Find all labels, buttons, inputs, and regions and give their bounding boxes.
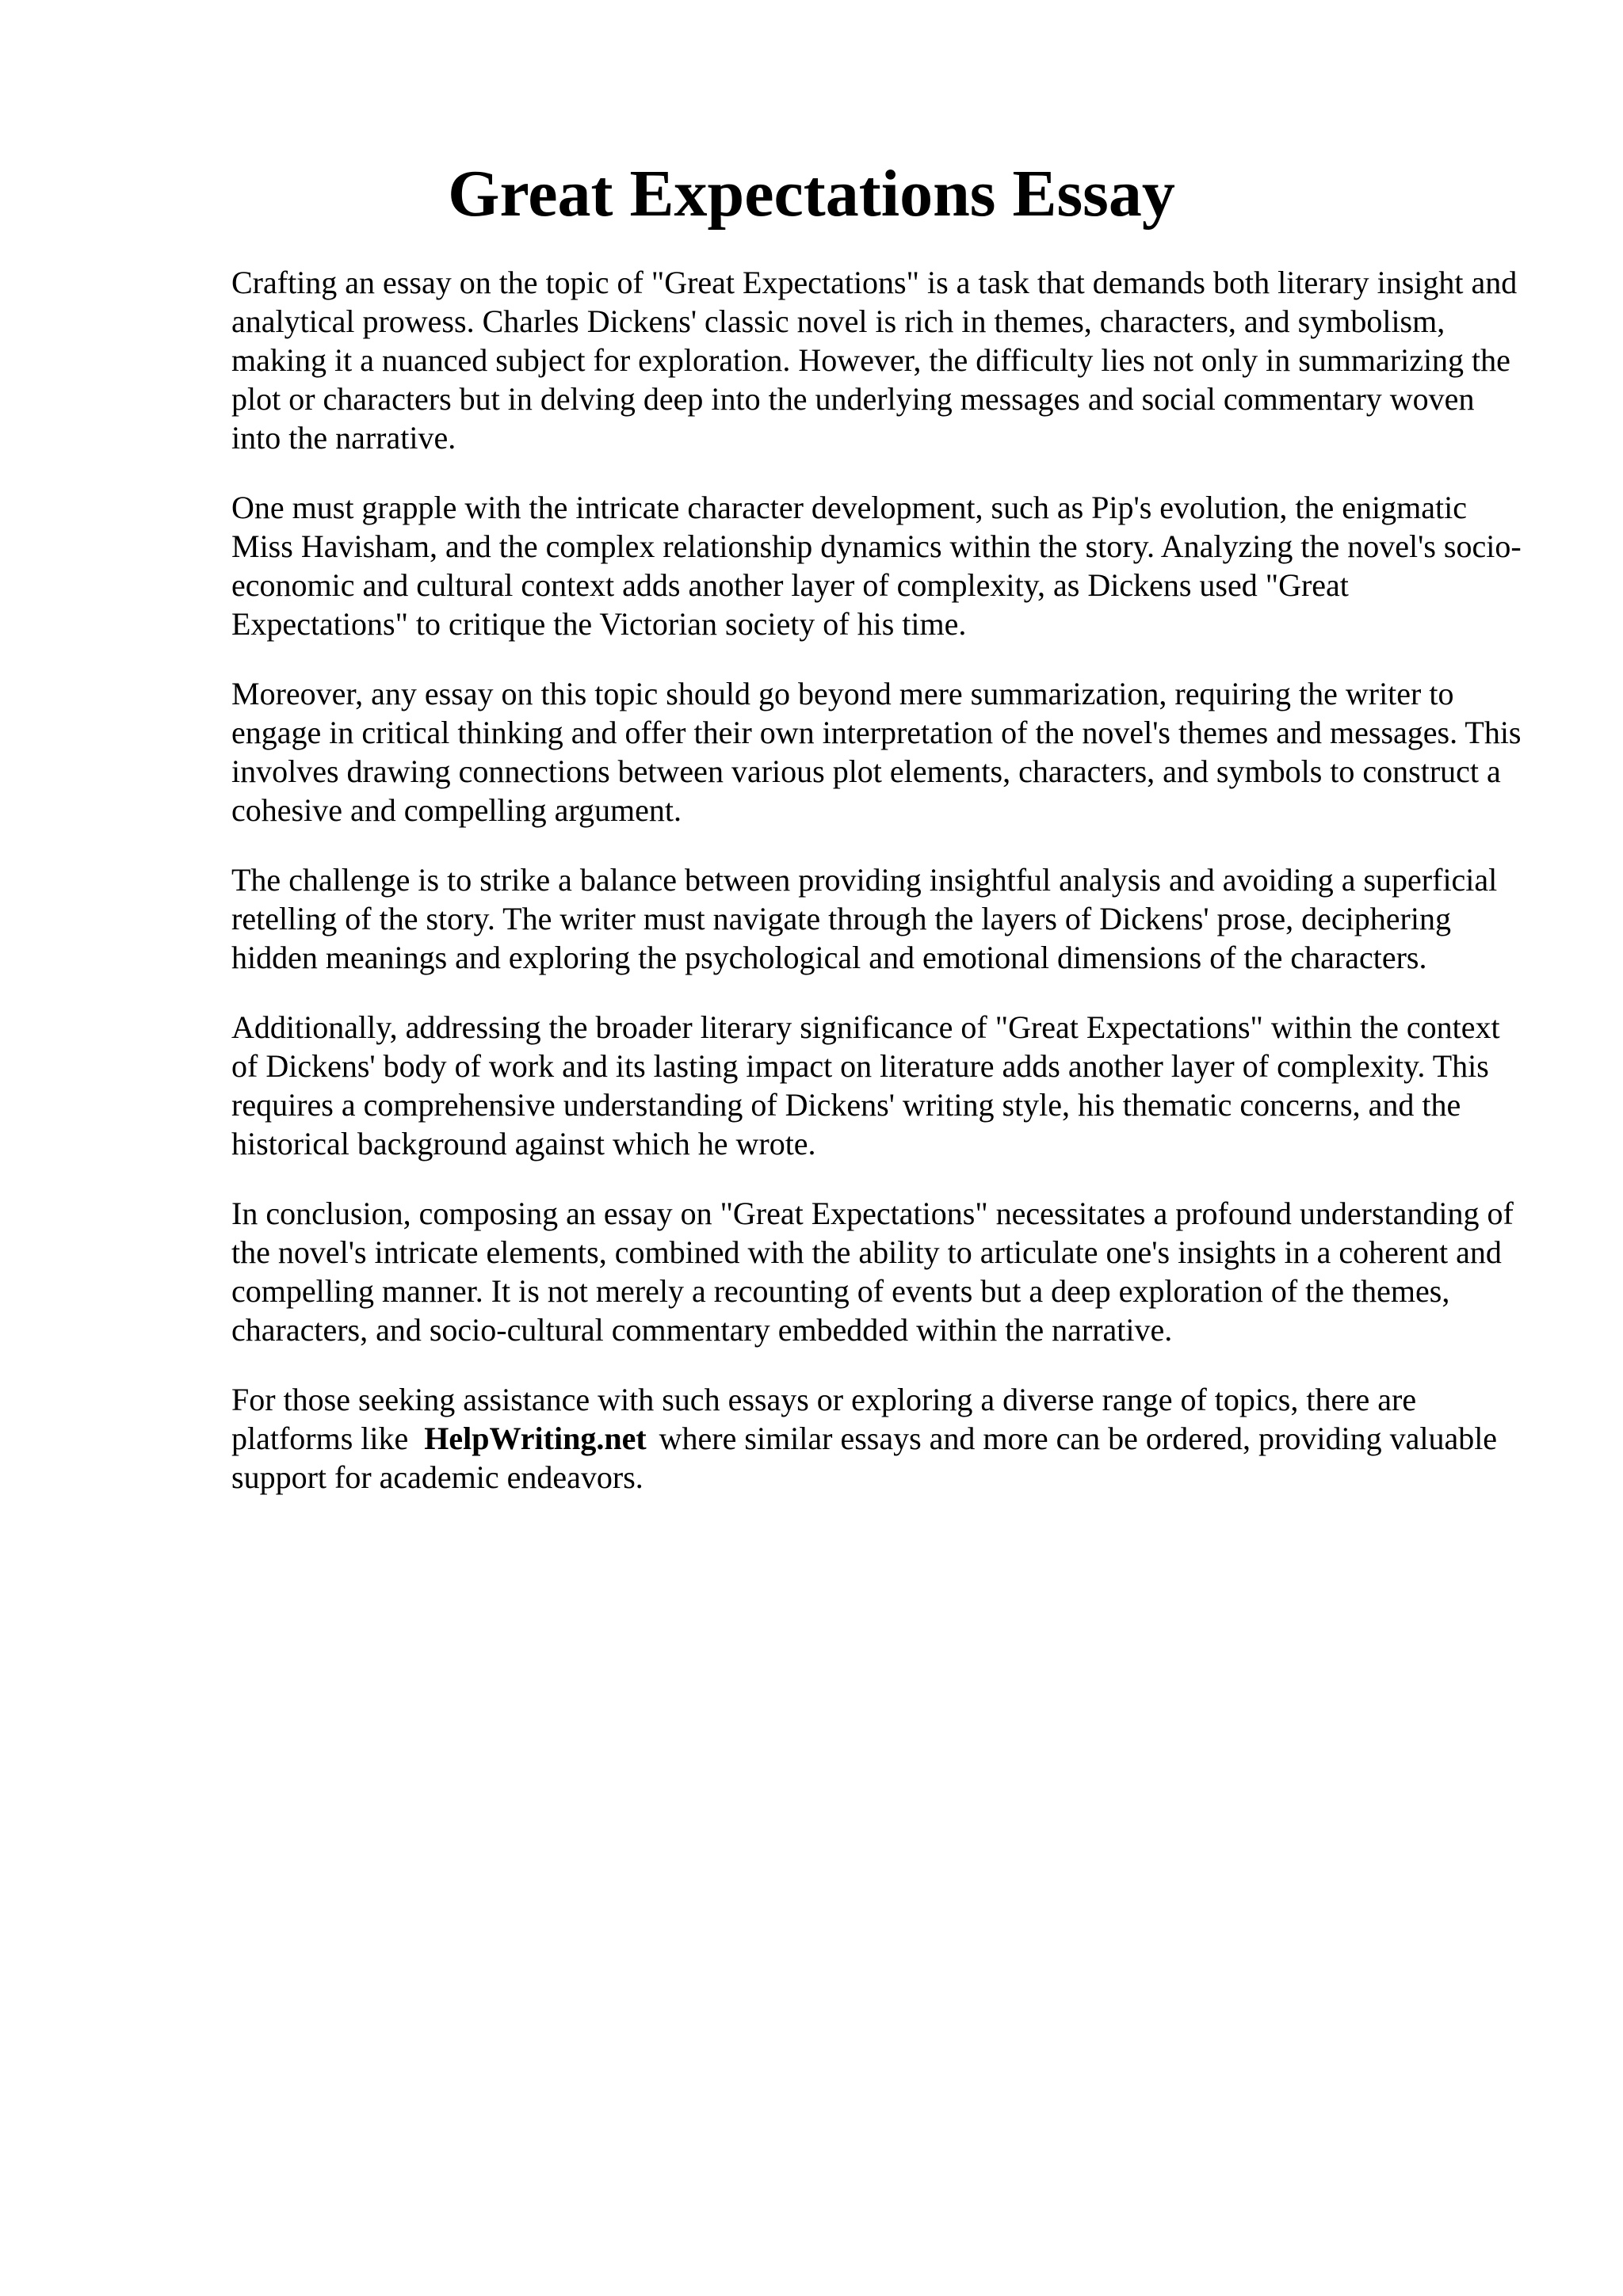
closing-text-before: For those seeking assistance with such essays or exploring a diverse range of topics, there are platforms like: [231, 1382, 1417, 1456]
helpwriting-link[interactable]: HelpWriting.net: [424, 1421, 647, 1456]
closing-text-after: where similar essays and more can be ordered, providing valuable support for academic endeavors.: [231, 1421, 1498, 1495]
paragraph-1: Crafting an essay on the topic of "Great Expectations" is a task that demands both literary insight and analytical prowess. Charles Dickens' classic novel is rich in themes, characters, and symbolism, making it a nuanced subject for exploration. However, the difficulty lies not only in summarizing the plot or characters but in delving deep into the underlying messages and social commentary woven into the narrative.: [231, 265, 1518, 456]
paragraph-3: Moreover, any essay on this topic should go beyond mere summarization, requiring the writer to engage in critical thinking and offer their own interpretation of the novel's themes and messages. This involves drawing connections between various plot elements, characters, and symbols to construct a cohesive and compelling argument.: [231, 676, 1522, 828]
page-title: Great Expectations Essay: [448, 157, 1175, 231]
paragraph-2: One must grapple with the intricate character development, such as Pip's evolution, the enigmatic Miss Havisham, and the complex relationship dynamics within the story. Analyzing the novel's socio-economic and cultural context adds another layer of complexity, as Dickens used "Great Expectations" to critique the Victorian society of his time.: [231, 490, 1522, 642]
closing-paragraph: [231, 1380, 1531, 1497]
paragraph-6: In conclusion, composing an essay on "Great Expectations" necessitates a profound understanding of the novel's intricate elements, combined with the ability to articulate one's insights in a coherent and compelling manner. It is not merely a recounting of events but a deep exploration of the themes, characters, and socio-cultural commentary embedded within the narrative.: [231, 1196, 1514, 1348]
essay-body: [231, 263, 1531, 1527]
paragraph-5: Additionally, addressing the broader literary significance of "Great Expectations" within the context of Dickens' body of work and its lasting impact on literature adds another layer of complexity. This requires a comprehensive understanding of Dickens' writing style, his thematic concerns, and the historical background against which he wrote.: [231, 1009, 1500, 1161]
paragraph-4: The challenge is to strike a balance between providing insightful analysis and avoiding a superficial retelling of the story. The writer must navigate through the layers of Dickens' prose, deciphering hidden meanings and exploring the psychological and emotional dimensions of the characters.: [231, 862, 1498, 975]
